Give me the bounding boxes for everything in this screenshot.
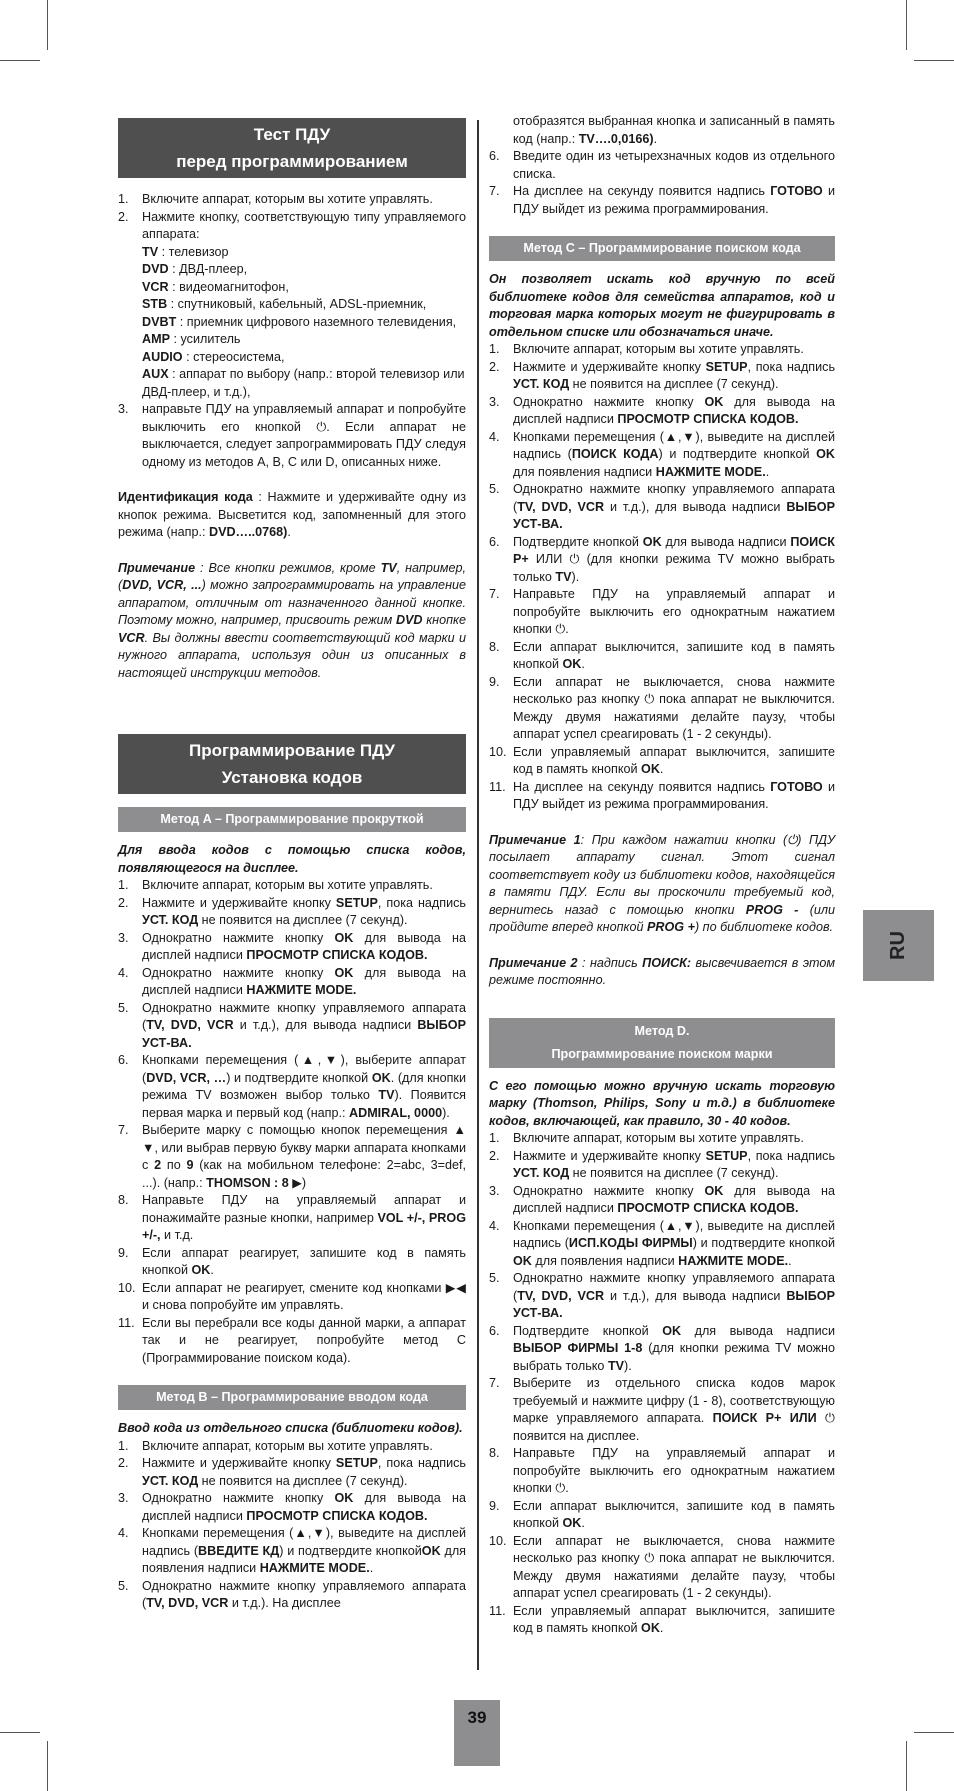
step-text: Выберите марку с помощью кнопок перемещения ▲ ▼, или выбрав первую букву марки аппарата кнопками с 2 по 9 (как на мобильном телефоне: 2=abc, 3=def, ...). (напр.: THOMSON : 8 ▶) <box>142 1123 466 1190</box>
language-tab-label: RU <box>886 931 909 960</box>
list-item <box>489 1270 835 1323</box>
list-item <box>489 429 835 482</box>
step-text: Однократно нажмите кнопку OK для вывода на дисплей надписи ПРОСМОТР СПИСКА КОДОВ. <box>142 930 466 962</box>
step-text: Если аппарат выключится, запишите код в память кнопкой OK. <box>513 639 835 671</box>
device-item: DVBT : приемник цифрового наземного телевидения, <box>142 314 457 329</box>
step-number: 5. <box>489 1271 500 1285</box>
list-item <box>489 1183 835 1218</box>
method-b-steps-cont <box>489 148 835 218</box>
step-text: Направьте ПДУ на управляемый аппарат и понажимайте разные кнопки, например VOL +/-, PROG +/-, и т.д. <box>142 1193 466 1242</box>
step-number: 10. <box>489 1533 507 1548</box>
step-number: 4. <box>489 429 500 444</box>
step-text: Кнопками перемещения (▲,▼), выведите на дисплей надпись (ВВЕДИТЕ КД) и подтвердите кнопкойOK для появления надписи НАЖМИТЕ MODE.. <box>142 1526 466 1575</box>
step-number: 7. <box>489 1376 500 1390</box>
step-number: 8. <box>118 1193 129 1207</box>
list-item <box>118 1280 466 1315</box>
list-item <box>489 1603 835 1638</box>
step-number: 3. <box>489 1183 500 1198</box>
method-d-header <box>489 1018 835 1068</box>
step-number: 2. <box>118 895 129 910</box>
note-paragraph: Примечание : Все кнопки режимов, кроме TV, например, (DVD, VCR, ...) можно запрограммировать на управление аппаратом, отличным от назначенного данной кнопке. Поэтому можно, например, присвоить режим DVD кнопке VCR. Вы должны ввести соответствующий код марки и нужного аппарата, используя один из описанных в настоящей инструкции методов. <box>118 560 467 680</box>
step-number: 2. <box>489 359 500 374</box>
step-number: 1. <box>489 1131 500 1145</box>
list-item <box>489 183 835 218</box>
step-number: 2. <box>489 1148 500 1163</box>
device-item: TV : телевизор <box>142 244 229 259</box>
list-item <box>489 586 835 639</box>
step-text: Однократно нажмите кнопку OK для вывода на дисплей надписи ПРОСМОТР СПИСКА КОДОВ. <box>142 1491 466 1523</box>
list-item <box>118 1578 466 1613</box>
step-text: Однократно нажмите кнопку управляемого аппарата (TV, DVD, VCR и т.д.), для вывода надписи ВЫБОР УСТ-ВА. <box>513 1271 835 1320</box>
list-item <box>118 877 466 895</box>
step-number: 3. <box>118 402 129 416</box>
step-number: 6. <box>489 534 500 549</box>
step-text: Если аппарат не выключается, снова нажмите несколько раз кнопку ⏻ пока аппарат не выключится. Между двумя нажатиями делайте паузу, чтобы аппарат успел среагировать (1 - 2 секунды). <box>513 1533 835 1600</box>
device-item: VCR : видеомагнитофон, <box>142 279 289 294</box>
list-item <box>489 1218 835 1271</box>
step-text: Кнопками перемещения (▲,▼), выведите на дисплей надпись (ПОИСК КОДА) и подтвердите кнопкой OK для появления надписи НАЖМИТЕ MODE.. <box>513 429 835 479</box>
code-identification: Идентификация кода : Нажмите и удерживайте одну из кнопок режима. Высветится код, запомненный для этого режима (напр.: DVD…..0768). <box>118 490 466 539</box>
method-d-steps <box>489 1130 835 1638</box>
list-item <box>118 1455 466 1490</box>
list-item <box>118 191 466 209</box>
step-number: 3. <box>118 1491 129 1505</box>
method-c-note-1: Примечание 1: При каждом нажатии кнопки (⏻) ПДУ посылает аппарату сигнал. Этот сигнал соответствует коду из библиотеки кодов, находящейся в памяти ПДУ. Если вы проскочили требуемый код, вернитесь назад с помощью кнопки PROG - (или пройдите вперед кнопкой PROG +) по библиотеке кодов. <box>489 832 835 934</box>
step-number: 3. <box>118 930 129 945</box>
step-text: Введите один из четырехзначных кодов из отдельного списка. <box>513 149 835 181</box>
step-number: 6. <box>489 1323 500 1338</box>
step-text: Включите аппарат, которым вы хотите управлять. <box>513 1131 804 1145</box>
device-item: STB : спутниковый, кабельный, ADSL-приемник, <box>142 297 427 311</box>
step-text: Если управляемый аппарат выключится, запишите код в память кнопкой OK. <box>513 744 835 776</box>
step-text: Включите аппарат, которым вы хотите управлять. <box>513 342 804 356</box>
step-number: 5. <box>118 1000 129 1015</box>
list-item <box>489 1498 835 1533</box>
list-item <box>489 359 835 394</box>
step-text: На дисплее на секунду появится надпись ГОТОВО и ПДУ выйдет из режима программирования. <box>513 184 835 216</box>
section-header-test <box>118 118 466 178</box>
step-number: 5. <box>489 482 500 496</box>
right-column <box>489 113 835 1638</box>
step-number: 1. <box>118 192 129 206</box>
header-line: Установка кодов <box>221 768 363 787</box>
crop-mark <box>47 1741 48 1791</box>
list-item <box>489 1148 835 1183</box>
list-item <box>489 779 835 814</box>
step-number: 7. <box>489 184 500 198</box>
method-c-steps <box>489 341 835 814</box>
step-number: 1. <box>118 1438 129 1453</box>
step-number: 9. <box>489 1498 500 1513</box>
method-b-continuation: отобразятся выбранная кнопка и записанный в память код (напр.: TV….0,0166). <box>513 114 835 146</box>
list-item <box>489 341 835 359</box>
list-item <box>118 1525 466 1578</box>
step-text: Если аппарат не реагирует, смените код кнопками ▶◀ и снова попробуйте им управлять. <box>142 1280 466 1312</box>
step-number: 10. <box>118 1280 136 1295</box>
step-number: 10. <box>489 744 507 759</box>
list-item <box>118 1122 466 1192</box>
method-c-header: Метод C – Программирование поиском кода <box>489 236 835 261</box>
step-number: 11. <box>489 779 506 794</box>
step-text: Нажмите и удерживайте кнопку SETUP, пока надпись УСТ. КОД не появится на дисплее (7 секунд). <box>142 1456 466 1488</box>
list-item <box>489 674 835 744</box>
test-steps-cont <box>118 401 466 471</box>
step-number: 9. <box>489 674 500 689</box>
list-item <box>489 1533 835 1603</box>
list-item <box>118 1315 466 1368</box>
header-line: Тест ПДУ <box>253 125 331 144</box>
step-number: 2. <box>118 1456 129 1470</box>
method-b-intro: Ввод кода из отдельного списка (библиотеки кодов). <box>118 1421 463 1435</box>
step-text: Однократно нажмите кнопку управляемого аппарата (TV, DVD, VCR и т.д.), для вывода надписи ВЫБОР УСТ-ВА. <box>142 1000 466 1050</box>
device-item: AMP : усилитель <box>142 332 241 346</box>
step-text: Если управляемый аппарат выключится, запишите код в память кнопкой OK. <box>513 1603 835 1635</box>
method-a-steps <box>118 877 466 1367</box>
step-text: На дисплее на секунду появится надпись ГОТОВО и ПДУ выйдет из режима программирования. <box>513 779 835 811</box>
header-line: перед программированием <box>176 152 408 171</box>
step-text: Направьте ПДУ на управляемый аппарат и попробуйте выключить его однократным нажатием кнопки ⏻. <box>513 1446 835 1495</box>
crop-mark <box>0 1732 40 1733</box>
crop-mark <box>914 60 954 61</box>
list-item <box>489 481 835 534</box>
method-c-intro: Он позволяет искать код вручную по всей библиотеке кодов для семейства аппаратов, код и торговая марка которых могут не фигурировать в отдельном списке или обозначаться иначе. <box>489 272 835 339</box>
list-item <box>118 895 466 930</box>
language-tab <box>863 910 934 981</box>
crop-mark <box>906 0 907 50</box>
list-item <box>118 1490 466 1525</box>
step-number: 11. <box>489 1603 506 1618</box>
step-text: Включите аппарат, которым вы хотите управлять. <box>142 878 433 892</box>
list-item <box>489 1130 835 1148</box>
step-number: 11. <box>118 1315 135 1330</box>
step-text: направьте ПДУ на управляемый аппарат и попробуйте выключить его кнопкой ⏻. Если аппарат не выключается, следует запрограммировать ПДУ следуя одному из методов A, B, C или D, описанных ниже. <box>142 402 466 469</box>
method-a-intro: Для ввода кодов с помощью списка кодов, появляющегося на дисплее. <box>118 843 466 875</box>
list-item <box>118 401 466 471</box>
step-text: Однократно нажмите кнопку OK для вывода на дисплей надписи ПРОСМОТР СПИСКА КОДОВ. <box>513 394 835 426</box>
crop-mark <box>47 0 48 50</box>
step-number: 7. <box>118 1123 129 1137</box>
step-text: Нажмите кнопку, соответствующую типу управляемого аппарата: <box>142 209 466 241</box>
step-number: 4. <box>489 1218 500 1233</box>
step-number: 1. <box>118 878 129 892</box>
list-item <box>118 209 466 244</box>
step-number: 4. <box>118 965 129 980</box>
step-text: Если вы перебрали все коды данной марки, а аппарат так и не реагирует, попробуйте метод C (Программирование поиском кода). <box>142 1315 466 1365</box>
column-divider <box>477 120 479 1670</box>
list-item <box>118 965 466 1000</box>
device-item: AUX : аппарат по выбору (напр.: второй телевизор или ДВД-плеер, и т.д.), <box>142 367 465 399</box>
method-d-intro: С его помощью можно вручную искать торговую марку (Thomson, Philips, Sony и т.д.) в библиотеке кодов, включающей, как правило, 30 - 40 кодов. <box>489 1078 835 1128</box>
list-item <box>489 148 835 183</box>
step-number: 8. <box>489 1446 500 1460</box>
step-text: Нажмите и удерживайте кнопку SETUP, пока надпись УСТ. КОД не появится на дисплее (7 секунд). <box>513 359 836 391</box>
header-line: Метод D. <box>634 1023 690 1038</box>
step-text: Направьте ПДУ на управляемый аппарат и попробуйте выключить его однократным нажатием кнопки ⏻. <box>513 587 835 636</box>
step-number: 8. <box>489 639 500 654</box>
list-item <box>489 1323 835 1376</box>
step-text: Включите аппарат, которым вы хотите управлять. <box>142 192 433 206</box>
list-item <box>118 1245 466 1280</box>
step-text: Кнопками перемещения (▲,▼), выведите на дисплей надпись (ИСП.КОДЫ ФИРМЫ) и подтвердите кнопкой OK для появления надписи НАЖМИТЕ MODE.. <box>513 1218 835 1268</box>
list-item <box>118 1192 466 1245</box>
section-header-programming <box>118 734 466 794</box>
step-number: 3. <box>489 394 500 409</box>
step-text: Кнопками перемещения (▲,▼), выберите аппарат (DVD, VCR, …) и подтвердите кнопкой OK. (для кнопки режима TV возможен выбор только TV). Появится первая марка и первый код (напр.: ADMIRAL, 0000). <box>142 1053 466 1120</box>
step-text: Однократно нажмите кнопку OK для вывода на дисплей надписи ПРОСМОТР СПИСКА КОДОВ. <box>513 1183 835 1215</box>
list-item <box>489 639 835 674</box>
method-a-header: Метод A – Программирование прокруткой <box>118 807 466 832</box>
list-item <box>118 930 466 965</box>
step-text: Если аппарат выключится, запишите код в память кнопкой OK. <box>513 1498 835 1530</box>
device-item: AUDIO : стереосистема, <box>142 349 285 364</box>
step-text: Если аппарат реагирует, запишите код в память кнопкой OK. <box>142 1245 466 1277</box>
device-list <box>118 244 466 402</box>
step-text: Однократно нажмите кнопку OK для вывода на дисплей надписи НАЖМИТЕ MODE. <box>142 965 466 997</box>
step-text: Если аппарат не выключается, снова нажмите несколько раз кнопку ⏻ пока аппарат не выключится. Между двумя нажатиями делайте паузу, чтобы аппарат успел среагировать (1 - 2 секунды). <box>513 674 835 741</box>
crop-mark <box>906 1741 907 1791</box>
step-number: 9. <box>118 1245 129 1260</box>
step-text: Подтвердите кнопкой OK для вывода надписи ВЫБОР ФИРМЫ 1-8 (для кнопки режима TV можно выбрать только TV). <box>513 1323 835 1373</box>
header-line: Программирование поиском марки <box>551 1046 773 1061</box>
list-item <box>489 1445 835 1498</box>
step-number: 5. <box>118 1578 129 1593</box>
step-text: Включите аппарат, которым вы хотите управлять. <box>142 1438 433 1453</box>
step-text: Выберите из отдельного списка кодов марок требуемый и нажмите цифру (1 - 8), соответствующую марке управляемого аппарата. ПОИСК P+ ИЛИ ⏻ появится на дисплее. <box>513 1376 835 1443</box>
method-b-steps <box>118 1438 466 1613</box>
step-text: Подтвердите кнопкой OK для вывода надписи ПОИСК P+ ИЛИ ⏻ (для кнопки режима TV можно выбрать только TV). <box>513 534 835 584</box>
left-column <box>118 118 466 1613</box>
method-c-note-2: Примечание 2 : надпись ПОИСК: высвечивается в этом режиме постоянно. <box>489 955 835 987</box>
step-number: 2. <box>118 209 129 224</box>
step-text: Однократно нажмите кнопку управляемого аппарата (TV, DVD, VCR и т.д.), для вывода надписи ВЫБОР УСТ-ВА. <box>513 482 835 531</box>
list-item <box>489 394 835 429</box>
crop-mark <box>914 1732 954 1733</box>
method-b-header: Метод B – Программирование вводом кода <box>118 1385 466 1410</box>
step-text: Нажмите и удерживайте кнопку SETUP, пока надпись УСТ. КОД не появится на дисплее (7 секунд). <box>513 1148 836 1180</box>
step-number: 4. <box>118 1526 129 1540</box>
list-item <box>118 1438 466 1456</box>
list-item <box>489 534 835 587</box>
list-item <box>489 744 835 779</box>
step-number: 1. <box>489 342 500 356</box>
step-number: 6. <box>489 149 500 163</box>
crop-mark <box>0 60 40 61</box>
step-text: Нажмите и удерживайте кнопку SETUP, пока надпись УСТ. КОД не появится на дисплее (7 секунд). <box>142 895 466 927</box>
list-item <box>118 1052 466 1122</box>
list-item <box>118 1000 466 1053</box>
page-number: 39 <box>454 1700 500 1766</box>
step-text: Однократно нажмите кнопку управляемого аппарата (TV, DVD, VCR и т.д.). На дисплее <box>142 1578 466 1610</box>
test-steps <box>118 191 466 244</box>
list-item <box>489 1375 835 1445</box>
header-line: Программирование ПДУ <box>189 741 395 760</box>
step-number: 7. <box>489 587 500 601</box>
device-item: DVD : ДВД-плеер, <box>142 262 248 276</box>
step-number: 6. <box>118 1053 129 1067</box>
